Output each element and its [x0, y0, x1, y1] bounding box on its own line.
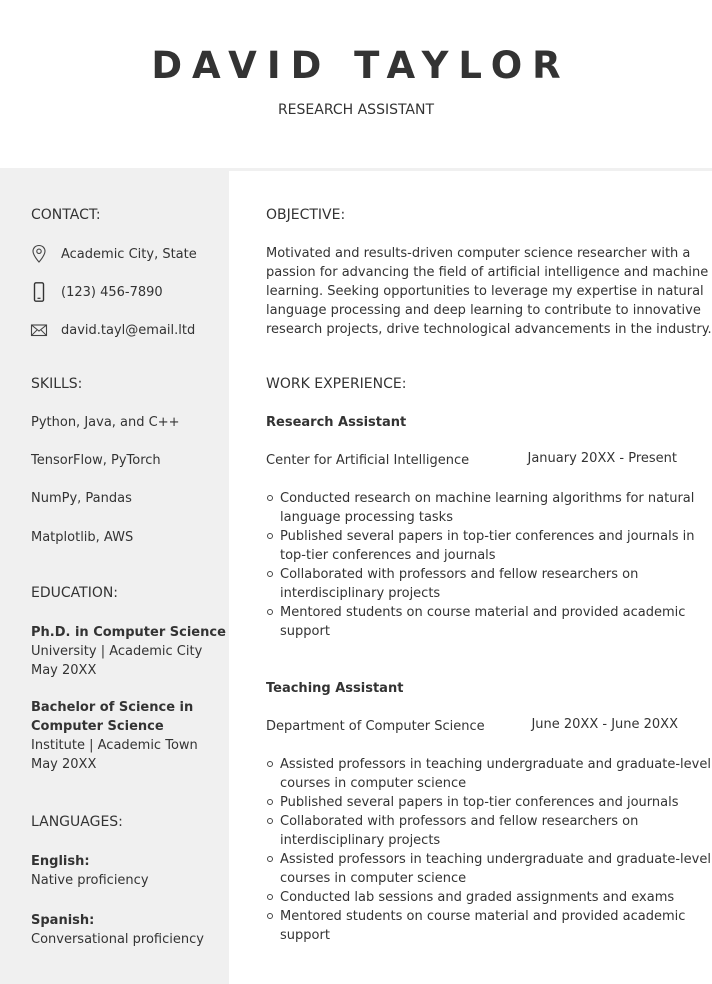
- bullet-line: Collaborated with professors and fellow researchers on: [280, 567, 639, 582]
- job-dates: June 20XX - June 20XX: [531, 717, 678, 732]
- education-school: University | Academic City: [31, 644, 203, 659]
- bullet-line: interdisciplinary projects: [280, 833, 441, 848]
- objective-line: research projects, drive technological advancements in the industry.: [266, 322, 712, 337]
- job-organization: Department of Computer Science: [266, 719, 485, 734]
- list-item: [266, 603, 696, 641]
- bullet-line: Mentored students on course material and provided academic: [280, 605, 686, 620]
- bullet-line: Conducted lab sessions and graded assignments and exams: [280, 890, 675, 905]
- bullet-line: courses in computer science: [280, 871, 467, 886]
- skill-item: NumPy, Pandas: [31, 491, 132, 506]
- skills-heading: SKILLS:: [31, 376, 83, 392]
- bullet-line: courses in computer science: [280, 776, 467, 791]
- list-item: [266, 565, 696, 603]
- objective-line: language processing and deep learning to contribute to innovative: [266, 303, 701, 318]
- education-degree: Bachelor of Science in: [31, 700, 194, 715]
- education-date: May 20XX: [31, 663, 97, 678]
- objective-text: [266, 244, 712, 339]
- bullet-line: Collaborated with professors and fellow researchers on: [280, 814, 639, 829]
- job-title: RESEARCH ASSISTANT: [277, 102, 435, 118]
- bullet-line: Assisted professors in teaching undergraduate and graduate-level: [280, 757, 711, 772]
- language-level: Conversational proficiency: [31, 932, 204, 947]
- bullet-line: Conducted research on machine learning algorithms for natural: [280, 491, 695, 506]
- list-item: [266, 888, 696, 907]
- bullet-line: Published several papers in top-tier conferences and journals in: [280, 529, 695, 544]
- bullet-line: support: [280, 624, 330, 639]
- job-title: Research Assistant: [266, 415, 407, 430]
- bullet-line: interdisciplinary projects: [280, 586, 441, 601]
- list-item: [266, 850, 711, 888]
- list-item: [266, 527, 696, 565]
- objective-heading: OBJECTIVE:: [266, 207, 346, 223]
- phone-icon: [30, 282, 48, 302]
- list-item: [266, 755, 711, 793]
- education-degree: Computer Science: [31, 719, 164, 734]
- job-bullet-list: [266, 755, 711, 945]
- skill-item: Matplotlib, AWS: [31, 530, 134, 545]
- job-bullet-list: [266, 489, 696, 641]
- bullet-line: support: [280, 928, 330, 943]
- objective-line: passion for advancing the field of artificial intelligence and machine: [266, 265, 709, 280]
- education-school: Institute | Academic Town: [31, 738, 198, 753]
- list-item: [266, 907, 696, 945]
- contact-email: david.tayl@email.ltd: [61, 323, 196, 338]
- bullet-line: top-tier conferences and journals: [280, 548, 496, 563]
- list-item: [266, 812, 696, 850]
- resume-header: [0, 0, 712, 168]
- candidate-name: DAVID TAYLOR: [151, 44, 571, 87]
- envelope-icon: [30, 320, 48, 340]
- objective-line: Motivated and results-driven computer science researcher with a: [266, 246, 691, 261]
- bullet-line: language processing tasks: [280, 510, 453, 525]
- location-pin-icon: [30, 244, 48, 264]
- job-title: Teaching Assistant: [266, 681, 404, 696]
- bullet-line: Mentored students on course material and provided academic: [280, 909, 686, 924]
- contact-phone: (123) 456-7890: [61, 285, 163, 300]
- education-heading: EDUCATION:: [31, 585, 119, 601]
- job-organization: Center for Artificial Intelligence: [266, 453, 470, 468]
- education-date: May 20XX: [31, 757, 97, 772]
- job-dates: January 20XX - Present: [527, 451, 677, 466]
- skill-item: Python, Java, and C++: [31, 415, 180, 430]
- list-item: [266, 489, 696, 527]
- bullet-line: Assisted professors in teaching undergraduate and graduate-level: [280, 852, 711, 867]
- language-name: English:: [31, 854, 90, 869]
- list-item: [266, 793, 696, 812]
- education-degree: Ph.D. in Computer Science: [31, 625, 226, 640]
- contact-heading: CONTACT:: [31, 207, 101, 223]
- contact-location: Academic City, State: [61, 247, 197, 262]
- language-name: Spanish:: [31, 913, 95, 928]
- objective-line: learning. Seeking opportunities to leverage my expertise in natural: [266, 284, 704, 299]
- language-level: Native proficiency: [31, 873, 149, 888]
- bullet-line: Published several papers in top-tier conferences and journals: [280, 795, 679, 810]
- languages-heading: LANGUAGES:: [31, 814, 123, 830]
- work-experience-heading: WORK EXPERIENCE:: [266, 376, 407, 392]
- skill-item: TensorFlow, PyTorch: [31, 453, 161, 468]
